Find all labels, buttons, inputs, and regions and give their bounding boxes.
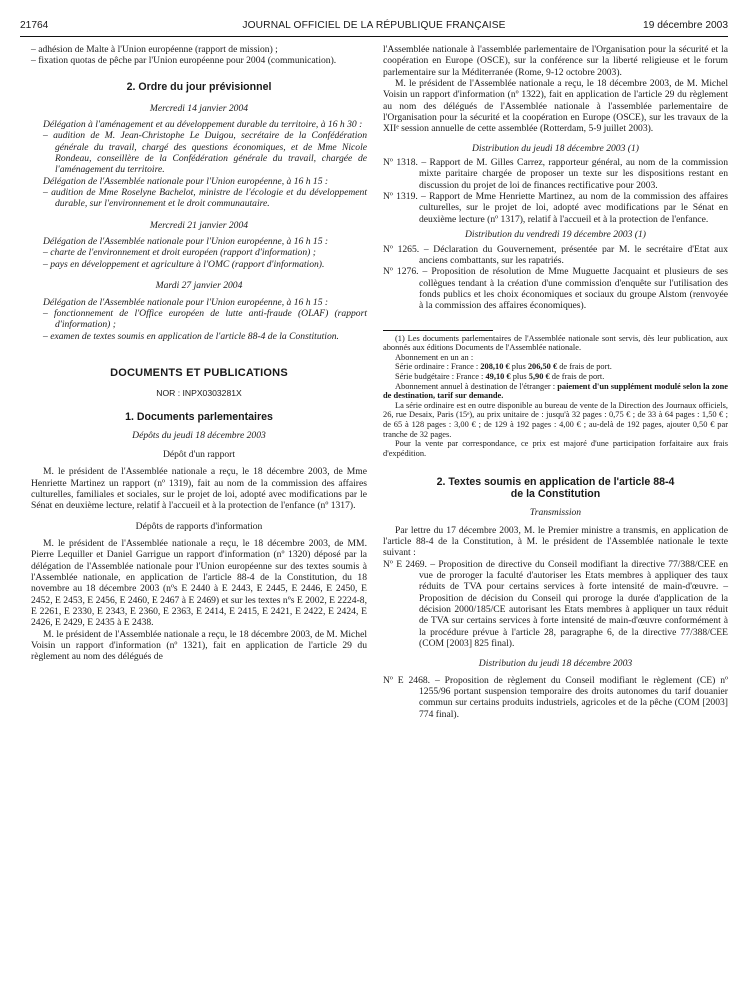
list-item: – pays en développement et agriculture à l'OMC (rapport d'information). bbox=[43, 258, 325, 270]
depots-info-heading: Dépôts de rapports d'information bbox=[135, 520, 263, 532]
footnote-note: (1) Les documents parlementaires de l'Assemblée nationale sont servis, dès leur publication, aux abonnés aux éditions Documents de l'Assemblée nationale. bbox=[383, 333, 728, 353]
list-item: – adhésion de Malte à l'Union européenne (rapport de mission) ; bbox=[31, 44, 278, 55]
list-item: – charte de l'environnement et droit européen (rapport d'information) ; bbox=[43, 247, 316, 259]
footnote-abonnement: Abonnement en un an : bbox=[395, 352, 474, 362]
transmission-heading: Transmission bbox=[529, 507, 582, 519]
delegation-line: Délégation à l'aménagement et au développement durable du territoire, à 16 h 30 : bbox=[43, 119, 363, 131]
docs-subheading: 1. Documents parlementaires bbox=[125, 410, 273, 423]
transmission-text: Par lettre du 17 décembre 2003, M. le Premier ministre a transmis, en application de l'article 88-4 de la Constitution, à M. le président de l'Assemblée nationale le texte suivant : bbox=[383, 524, 728, 559]
footnote-serie-budgetaire: Série budgétaire : France : 49,10 € plus 5,90 € de frais de port. bbox=[395, 371, 605, 381]
depots-info-paragraph: M. le président de l'Assemblée nationale a reçu, le 18 décembre 2003, de M. Michel Voisin un rapport d'information (nº 1321), fait en application de l'article 29 du règlement au nom des délégués de bbox=[31, 628, 367, 663]
page-number: 21764 bbox=[20, 20, 49, 31]
document-entry: Nº E 2469. – Proposition de directive du Conseil modifiant la directive 77/388/CEE en vue de proroger la faculté d'autoriser les Etats membres à appliquer des taux réduits de TVA pour certains services à forte intensité de main-d'œuvre. – Proposition de décision du Conseil qui proroge la durée d'application de la décision 2000/185/CE autorisant les Etats membres à appliquer un taux réduit de TVA sur certains services à forte intensité de main-d'œuvre conformément à la procédure prévue à l'article 28, paragraphe 6, de la directive 77/388/CEE (COM [2003] 825 final). bbox=[383, 558, 728, 650]
document-entry: Nº 1276. – Proposition de résolution de Mme Muguette Jacquaint et plusieurs de ses collègues tendant à la création d'une commission d'enquête sur l'utilisation des fonds publics et les choix économiques et sociaux du groupe Alstom (renvoyée à la commission des affaires économiques). bbox=[383, 266, 728, 312]
distribution-heading: Distribution du jeudi 18 décembre 2003 (1) bbox=[472, 142, 639, 154]
textes-heading: 2. Textes soumis en application de l'article 88-4 de la Constitution bbox=[436, 476, 675, 501]
document-entry: Nº 1318. – Rapport de M. Gilles Carrez, rapporteur général, au nom de la commission mixte paritaire chargée de proposer un texte sur les dispositions restant en discussion du projet de loi de finances rectificative pour 2003. bbox=[383, 157, 728, 191]
page-header bbox=[20, 20, 728, 34]
paragraph: l'Assemblée nationale à l'assemblée parlementaire de l'Organisation pour la sécurité et la coopération en Europe (OSCE), sur la conférence sur la liberté religieuse et le forum parlementaire sur la Méditerranée (Rome, 9-12 octobre 2003). bbox=[383, 44, 728, 78]
nor-reference: NOR : INPX0303281X bbox=[156, 388, 242, 399]
footnote-correspondance: Pour la vente par correspondance, ce prix est majoré d'une participation forfaitaire aux frais d'expédition. bbox=[383, 439, 728, 458]
left-column bbox=[31, 44, 367, 663]
footnote bbox=[383, 330, 728, 459]
footnote-vente: La série ordinaire est en outre disponible au bureau de vente de la Direction des Journaux officiels, 26, rue Desaix, Paris (15ᵉ), au prix unitaire de : jusqu'à 32 pages : 0,75 € ; de 33 à 64 pages : 1,50 € ; de 65 à 128 pages : 3,00 € ; de 129 à 192 pages : 4,00 € ; au-delà de 192 pages, ajouter 0,50 € par tranche de 32 pages. bbox=[383, 400, 728, 439]
depots-info-paragraph: M. le président de l'Assemblée nationale a reçu, le 18 décembre 2003, de MM. Pierre Lequiller et Daniel Garrigue un rapport d'information (nº 1320) déposé par la délégation de l'Assemblée nationale pour l'Union européenne sur des textes soumis à l'Assemblée nationale, en application de l'article 88-4 de la Constitution, du 18 novembre au 18 décembre 2003 (nºs E 2440 à E 2443, E 2445, E 2446, E 2450, E 2452, E 2453, E 2456, E 2460, E 2467 à E 2469) et sur les textes nºs E 2002, E 2224-8, E 2261, E 2330, E 2343, E 2360, E 2363, E 2414, E 2415, E 2421, E 2422, E 2424, E 2426, E 2429, E 2435 à E 2438. bbox=[31, 537, 367, 629]
depot-rapport-heading: Dépôt d'un rapport bbox=[162, 448, 236, 460]
list-item: – examen de textes soumis en application de l'article 88-4 de la Constitution. bbox=[43, 330, 339, 342]
list-item: – fixation quotas de pêche par l'Union européenne pour 2004 (communication). bbox=[31, 55, 337, 67]
delegation-line: Délégation de l'Assemblée nationale pour l'Union européenne, à 16 h 15 : bbox=[43, 236, 329, 248]
footnote-serie-ordinaire: Série ordinaire : France : 208,10 € plus 206,50 € de frais de port. bbox=[395, 362, 612, 372]
right-column bbox=[383, 44, 728, 720]
paragraph: M. le président de l'Assemblée nationale a reçu, le 18 décembre 2003, de M. Michel Voisin un rapport d'information (nº 1322), fait en application de l'article 29 du règlement au nom des délégués de l'Assemblée nationale à l'assemblée parlementaire de l'Organisation pour la sécurité et la coopération en Europe (OSCE), sur les travaux de la XIIᵉ session annuelle de cette assemblée (Rotterdam, 5-9 juillet 2003). bbox=[383, 78, 728, 135]
document-entry: Nº E 2468. – Proposition de règlement du Conseil modifiant le règlement (CE) nº 1255/96 portant suspension temporaire des droits autonomes du tarif douanier commun sur certains produits industriels, agricoles et de la pêche (COM [2003] 774 final). bbox=[383, 674, 728, 720]
distribution-heading: Distribution du vendredi 19 décembre 2003 (1) bbox=[464, 229, 646, 241]
list-item: – audition de Mme Roselyne Bachelot, ministre de l'écologie et du développement durable, sur l'environnement et le droit communautaire. bbox=[43, 187, 367, 210]
day-heading: Mercredi 14 janvier 2004 bbox=[149, 102, 249, 114]
delegation-line: Délégation de l'Assemblée nationale pour l'Union européenne, à 16 h 15 : bbox=[43, 296, 329, 308]
depot-rapport-text: M. le président de l'Assemblée nationale a reçu, le 18 décembre 2003, de Mme Henriette Martinez un rapport (nº 1319), fait au nom de la commission des affaires culturelles, familiales et sociales, sur le projet de loi, adopté avec modifications par le Sénat en deuxième lecture, relatif à l'accueil et à la protection de l'enfance (nº 1317). bbox=[31, 466, 367, 512]
day-heading: Mardi 27 janvier 2004 bbox=[155, 280, 243, 292]
distribution-heading: Distribution du jeudi 18 décembre 2003 bbox=[478, 658, 633, 670]
issue-date: 19 décembre 2003 bbox=[643, 20, 728, 31]
delegation-line: Délégation de l'Assemblée nationale pour l'Union européenne, à 16 h 15 : bbox=[43, 175, 329, 187]
journal-title: JOURNAL OFFICIEL DE LA RÉPUBLIQUE FRANÇAISE bbox=[242, 20, 506, 31]
depots-heading: Dépôts du jeudi 18 décembre 2003 bbox=[132, 429, 266, 441]
list-item: – fonctionnement de l'Office européen de lutte anti-fraude (OLAF) (rapport d'information) ; bbox=[43, 307, 367, 331]
day-heading: Mercredi 21 janvier 2004 bbox=[149, 219, 249, 231]
document-entry: Nº 1265. – Déclaration du Gouvernement, présentée par M. le secrétaire d'Etat aux anciens combattants, sur les rapatriés. bbox=[383, 243, 728, 266]
document-entry: Nº 1319. – Rapport de Mme Henriette Martinez, au nom de la commission des affaires culturelles, sur le projet de loi, adopté avec modifications par le Sénat en deuxième lecture (nº 1317), relatif à l'accueil et à la protection de l'enfance. bbox=[383, 191, 728, 225]
footnote-rule bbox=[383, 330, 493, 331]
header-rule bbox=[20, 36, 728, 37]
footnote-etranger: Abonnement annuel à destination de l'étranger : paiement d'un supplément modulé selon la zone de destination, tarif sur demande. bbox=[383, 381, 728, 401]
ordre-heading: 2. Ordre du jour prévisionnel bbox=[126, 80, 272, 93]
list-item: – audition de M. Jean-Christophe Le Duigou, secrétaire de la Confédération générale du travail, chargé des questions économiques, et de Mme Nicole Rondeau, conseillère de la Confédération générale du travail, chargée de l'aménagement du territoire. bbox=[43, 130, 367, 176]
docs-heading: DOCUMENTS ET PUBLICATIONS bbox=[110, 366, 288, 379]
